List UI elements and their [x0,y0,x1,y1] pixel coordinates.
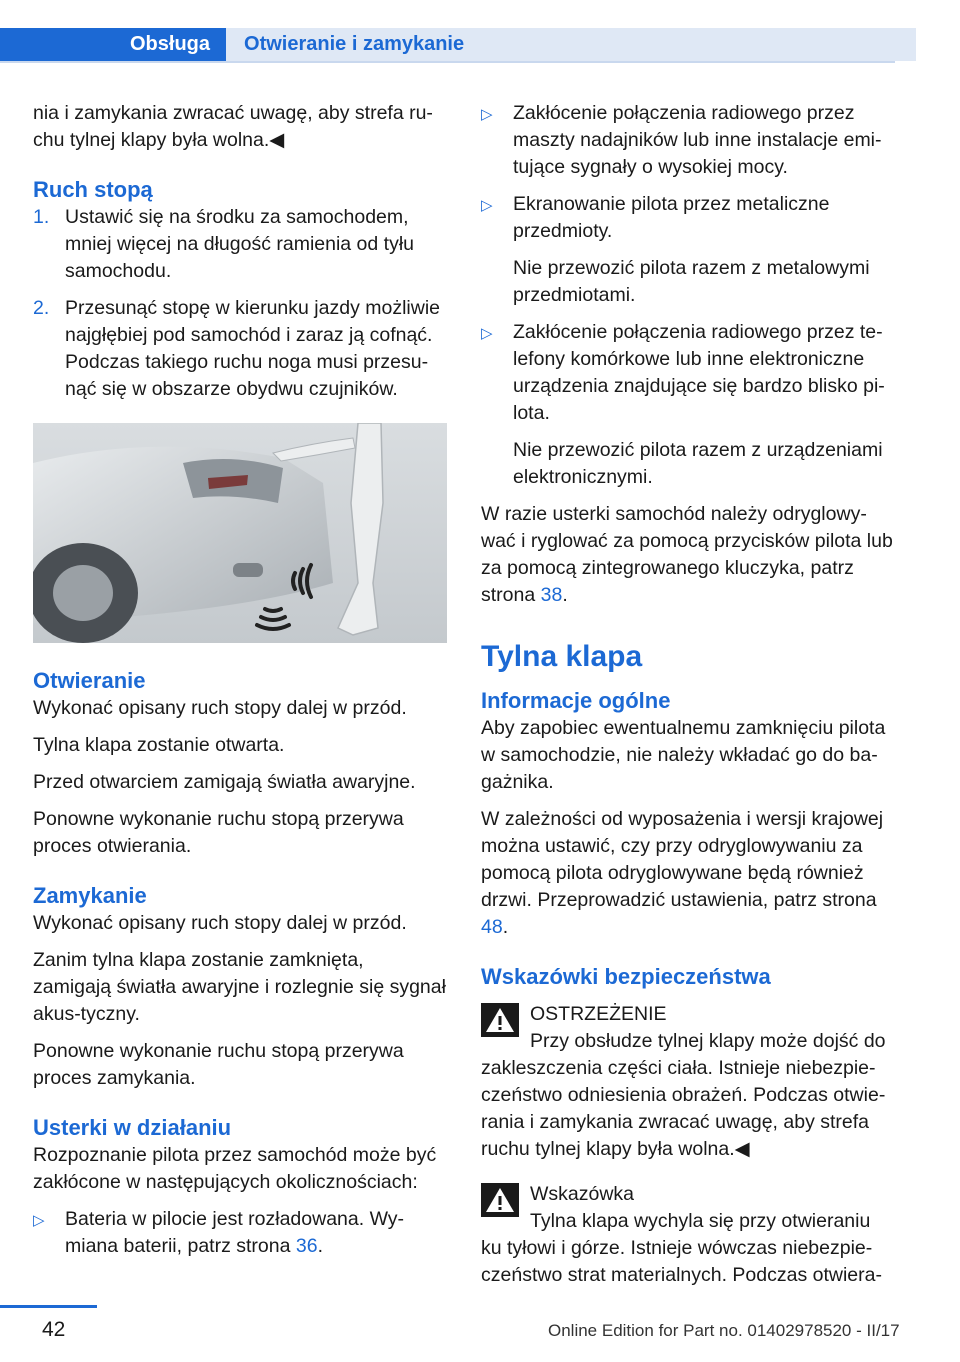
step-number: 2. [33,297,50,319]
heading-tylna-klapa: Tylna klapa [481,640,643,673]
list-item-text: Bateria w pilocie jest rozładowana. Wy-miana baterii, patrz strona [65,1208,405,1257]
page-link-38[interactable]: 38 [540,584,563,606]
triangle-bullet-icon: ▷ [481,325,493,342]
notice-text: Tylna klapa wychyla się przy otwieraniu ku tyłowi i górze. Istnieje wówczas niebezpie-czeństwo strat materialnych. Podczas otwiera- [481,1210,882,1286]
list-item-text: Ekranowanie pilota przez metaliczne przedmioty. [513,193,830,242]
paragraph: Ponowne wykonanie ruchu stopą przerywa proces zamykania. [33,1040,404,1089]
paragraph: Wykonać opisany ruch stopy dalej w przód. [33,697,407,719]
warning-title: OSTRZEŻENIE [530,1003,667,1025]
paragraph: Zanim tylna klapa zostanie zamknięta, zamigają światła awaryjne i rozlegnie się sygnał akus-tyczny. [33,949,446,1025]
list-item-subtext: Nie przewozić pilota razem z urządzeniami elektronicznymi. [513,439,883,488]
list-item-text: Zakłócenie połączenia radiowego przez te-lefony komórkowe lub inne elektroniczne urządzenia znajdujące się bardzo blisko pi-lota. [513,321,885,424]
step-number: 1. [33,206,50,228]
heading-zamykanie: Zamykanie [33,883,147,908]
header-chapter-tab: Otwieranie i zamykanie [226,28,916,61]
page-link-48[interactable]: 48 [481,916,503,938]
list-item [33,295,447,403]
list-item: ▷ Bateria w pilocie jest rozładowana. Wy-miana baterii, patrz strona 36. [33,1206,447,1260]
heading-ruch-stopa: Ruch stopą [33,177,153,202]
notice-title: Wskazówka [530,1183,635,1205]
list-item-text: Zakłócenie połączenia radiowego przez maszty nadajników lub inne instalacje emi-tujące sygnały o wysokiej mocy. [513,102,882,178]
step-text: Ustawić się na środku za samochodem, mniej więcej na długość ramienia od tyłu samochodu. [65,206,415,282]
header-divider [0,61,895,63]
warning-block [481,1001,895,1163]
paragraph: Rozpoznanie pilota przez samochód może być zakłócone w następujących okolicznościach: [33,1144,437,1193]
heading-informacje-ogolne: Informacje ogólne [481,688,671,713]
footer-divider [0,1305,97,1308]
warning-triangle-icon [481,1003,519,1037]
paragraph: Przed otwarciem zamigają światła awaryjne. [33,771,416,793]
paragraph: Ponowne wykonanie ruchu stopą przerywa proces otwierania. [33,808,404,857]
paragraph: W zależności od wyposażenia i wersji krajowej można ustawić, czy przy odryglowywaniu za pomocą pilota odryglowywane będą również drzwi. Przeprowadzić ustawienia, patrz strona 48. [481,808,884,938]
heading-otwieranie: Otwieranie [33,668,146,693]
triangle-bullet-icon: ▷ [33,1212,45,1229]
notice-block [481,1181,895,1289]
intro-paragraph: nia i zamykania zwracać uwagę, aby strefa ru-chu tylnej klapy była wolna.◀ [33,102,433,151]
warning-text: Przy obsłudze tylnej klapy może dojść do zakleszczenia części ciała. Istnieje niebezpie-czeństwo odniesienia obrażeń. Podczas otwie-rania i zamykania zwracać uwagę, aby strefa ruchu tylnej klapy była wolna.◀ [481,1030,886,1160]
page-link-36[interactable]: 36 [295,1235,318,1257]
list-item [481,191,895,309]
list-item [481,100,895,181]
step-text: Przesunąć stopę w kierunku jazdy możliwie najgłębiej pod samochód i zaraz ją cofnąć. Podczas takiego ruchu noga musi przesu-nąć się w obszarze obydwu czujników. [65,297,440,400]
heading-usterki: Usterki w działaniu [33,1115,232,1140]
list-item-subtext: Nie przewozić pilota razem z metalowymi przedmiotami. [513,257,870,306]
heading-wskazowki-bezpieczenstwa: Wskazówki bezpieczeństwa [481,964,771,989]
header-section-tab: Obsługa [0,28,226,61]
page-number: 42 [42,1318,66,1341]
car-foot-gesture-illustration [33,423,447,643]
page-header [0,28,916,61]
paragraph: Aby zapobiec ewentualnemu zamknięciu pilota w samochodzie, nie należy wkładać go do ba-gażnika. [481,717,886,793]
paragraph: Tylna klapa zostanie otwarta. [33,734,285,756]
triangle-bullet-icon: ▷ [481,106,493,123]
list-item [33,204,447,285]
triangle-bullet-icon: ▷ [481,197,493,214]
edition-note: Online Edition for Part no. 01402978520 - II/17 [548,1321,900,1340]
right-column [481,100,895,1307]
paragraph: Wykonać opisany ruch stopy dalej w przód. [33,912,407,934]
list-item [481,319,895,491]
left-column [33,100,447,1270]
paragraph: W razie usterki samochód należy odryglowy-wać i ryglować za pomocą przycisków pilota lub za pomocą zintegrowanego kluczyka, patrz strona 38. [481,503,893,606]
warning-triangle-icon [481,1183,519,1217]
